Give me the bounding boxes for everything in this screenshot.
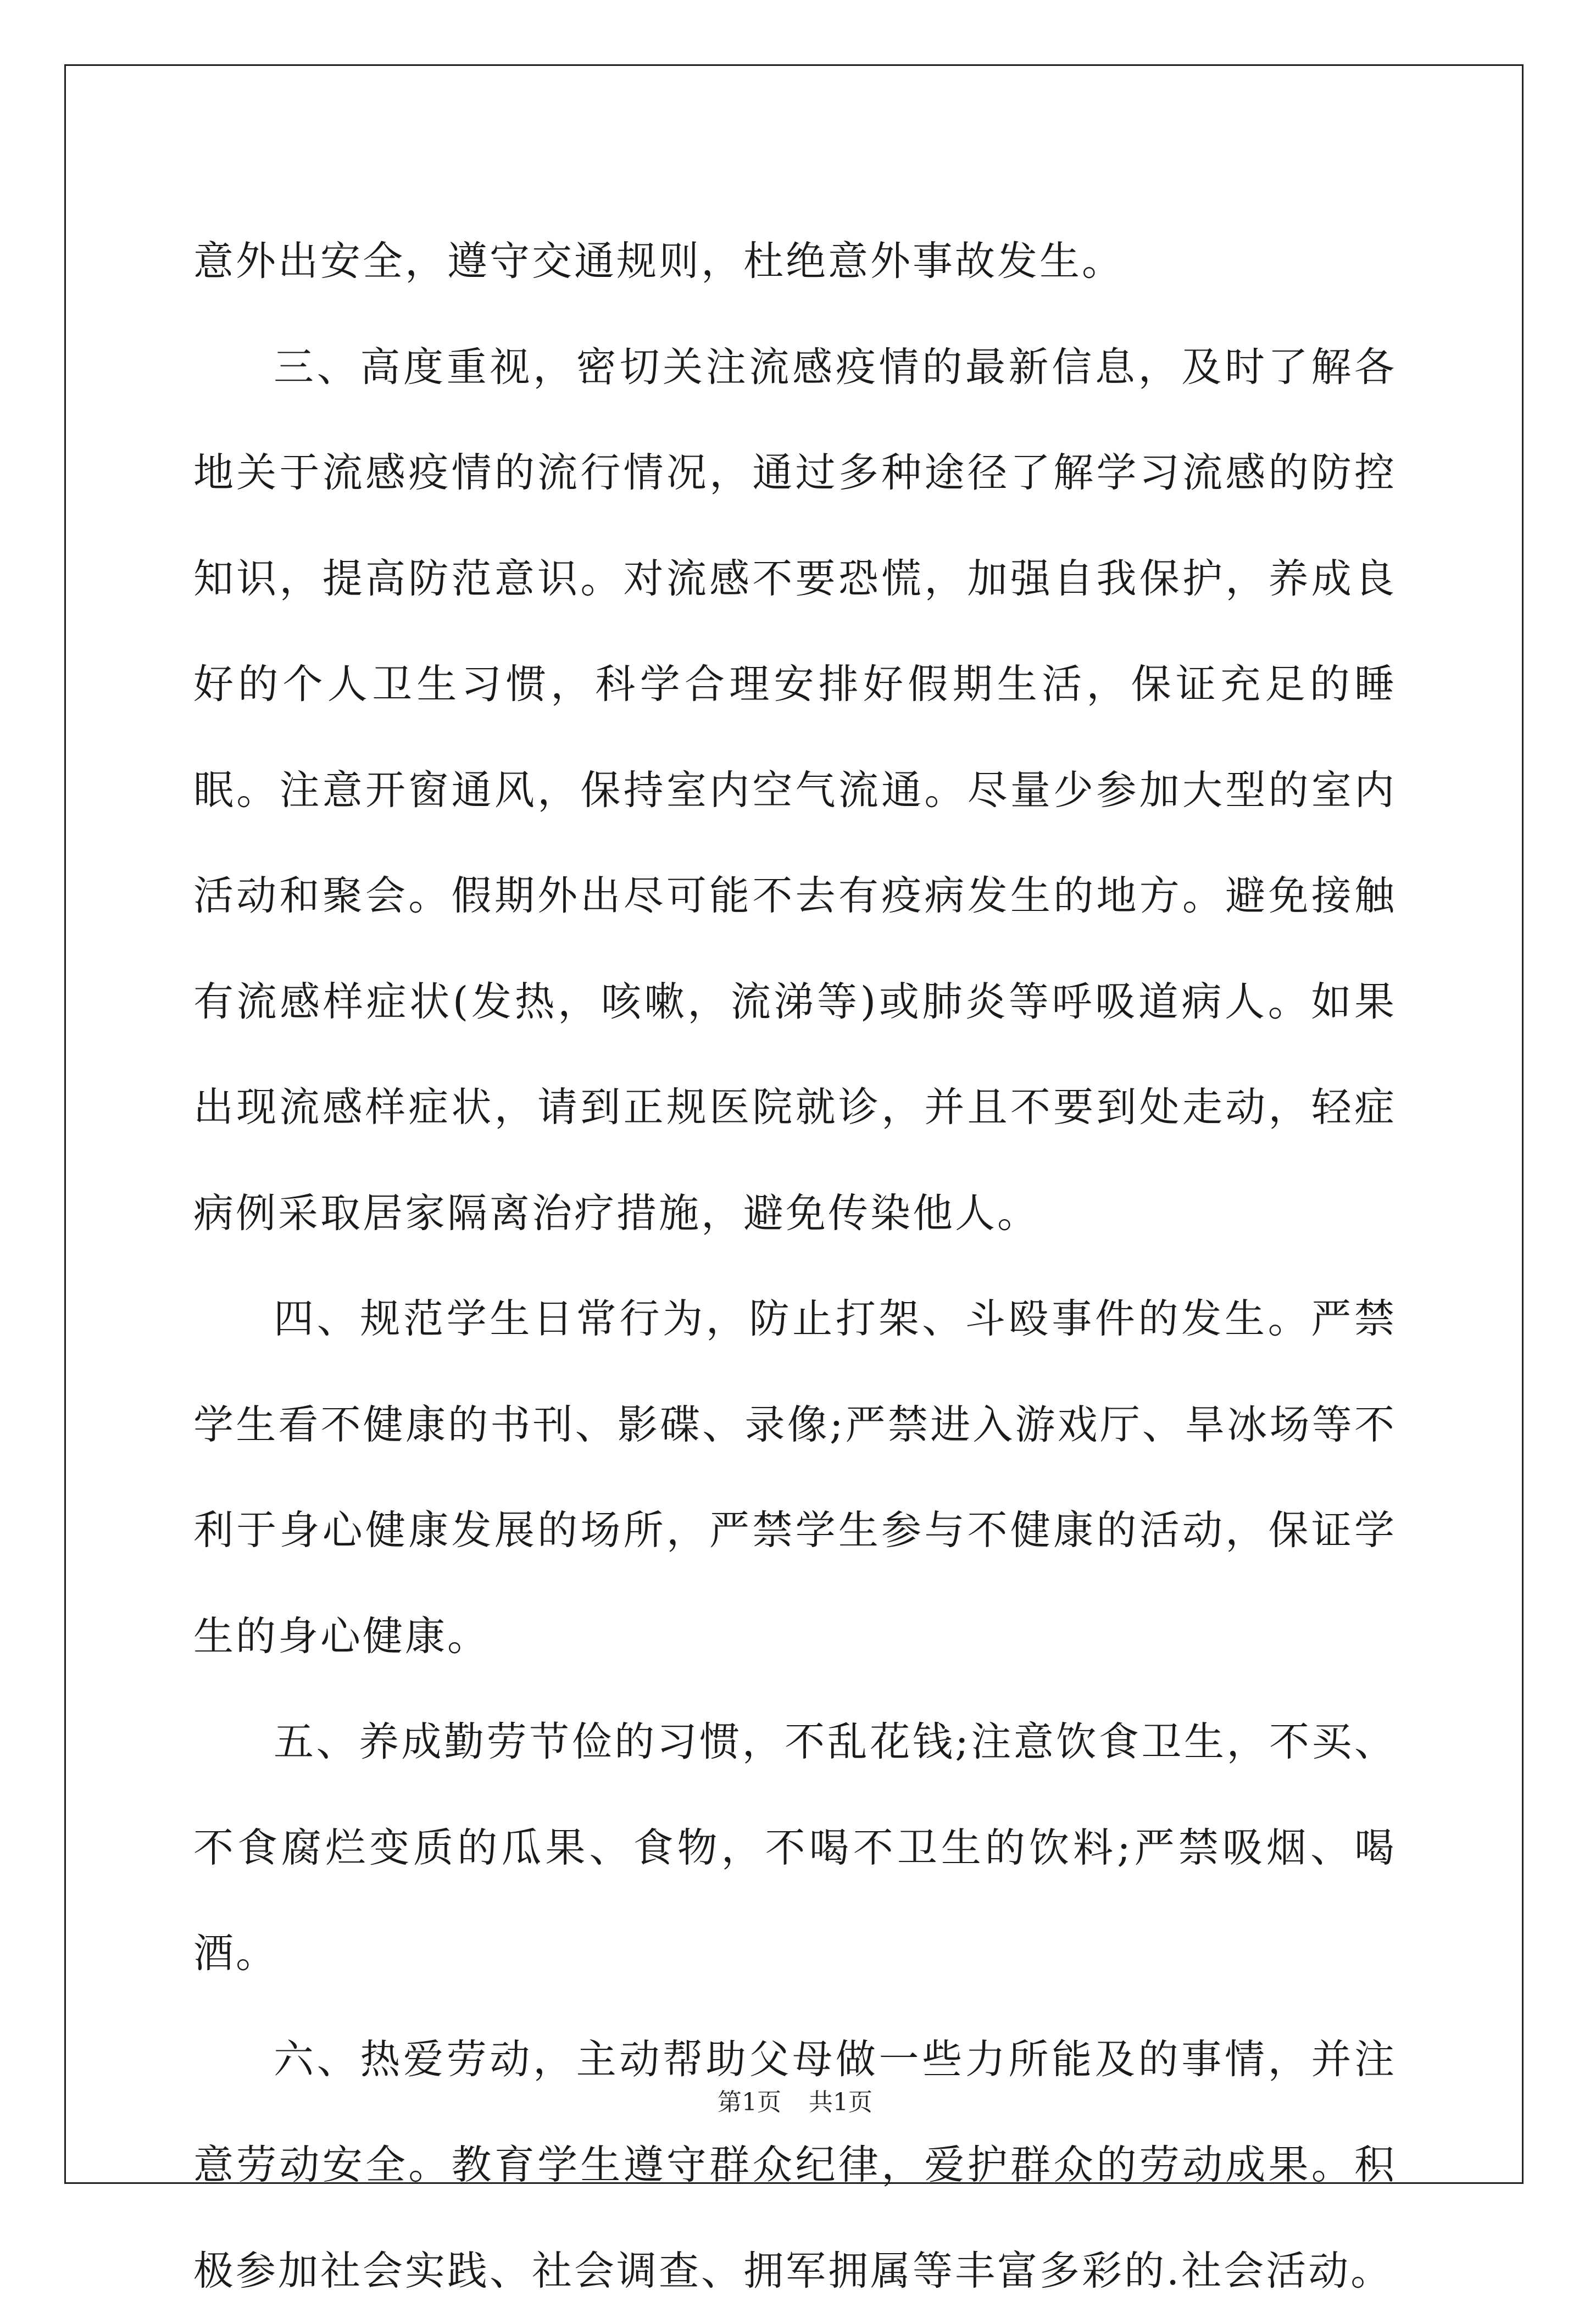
paragraph-section-6: 六、热爱劳动，主动帮助父母做一些力所能及的事情，并注意劳动安全。教育学生遵守群众纪律，爱护群众的劳动成果。积极参加社会实践、社会调查、拥军拥属等丰富多彩的.社会活动。 bbox=[193, 2007, 1397, 2324]
paragraph-section-3: 三、高度重视，密切关注流感疫情的最新信息，及时了解各地关于流感疫情的流行情况，通过多种途径了解学习流感的防控知识，提高防范意识。对流感不要恐慌，加强自我保护，养成良好的个人卫生习惯，科学合理安排好假期生活，保证充足的睡眠。注意开窗通风，保持室内空气流通。尽量少参加大型的室内活动和聚会。假期外出尽可能不去有疫病发生的地方。避免接触有流感样症状(发热，咳嗽，流涕等)或肺炎等呼吸道病人。如果出现流感样症状，请到正规医院就诊，并且不要到处走动，轻症病例采取居家隔离治疗措施，避免传染他人。 bbox=[193, 315, 1397, 1267]
paragraph-section-4: 四、规范学生日常行为，防止打架、斗殴事件的发生。严禁学生看不健康的书刊、影碟、录像;严禁进入游戏厅、旱冰场等不利于身心健康发展的场所，严禁学生参与不健康的活动，保证学生的身心健康。 bbox=[193, 1266, 1397, 1689]
page-footer bbox=[0, 2082, 1590, 2117]
document-body bbox=[193, 209, 1397, 2324]
page-number: 第1页 bbox=[718, 2082, 781, 2117]
paragraph-continuation: 意外出安全，遵守交通规则，杜绝意外事故发生。 bbox=[193, 209, 1397, 315]
page-total: 共1页 bbox=[809, 2082, 872, 2117]
paragraph-section-5: 五、养成勤劳节俭的习惯，不乱花钱;注意饮食卫生，不买、不食腐烂变质的瓜果、食物，不喝不卫生的饮料;严禁吸烟、喝酒。 bbox=[193, 1689, 1397, 2007]
